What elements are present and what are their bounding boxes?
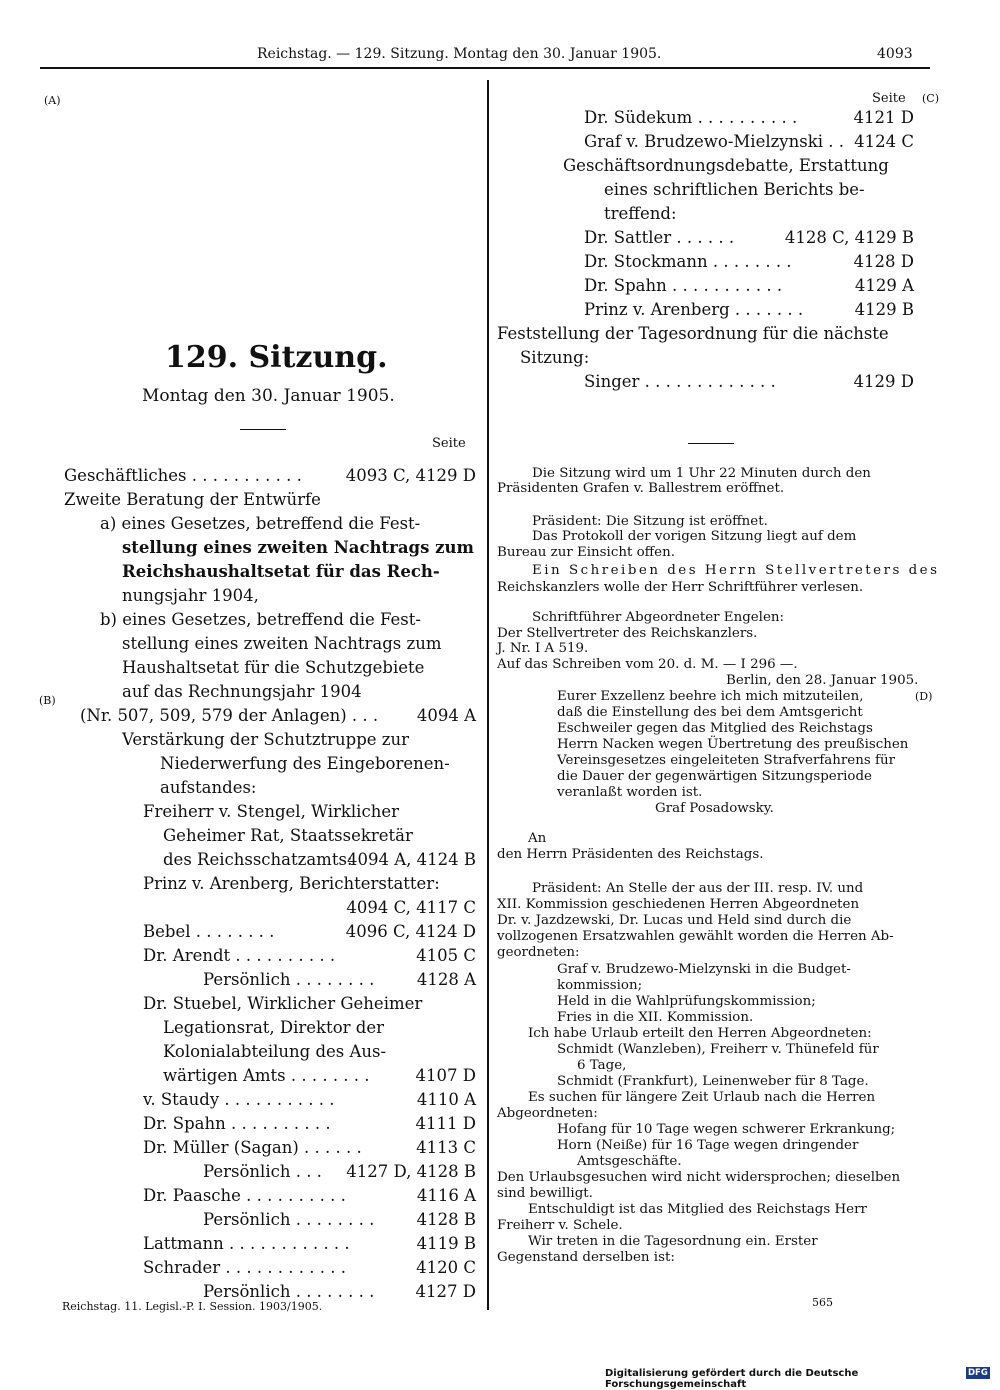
toc-left-entry: v. Staudy . . . . . . . . . . . [143, 1090, 335, 1109]
toc-left-page-ref: 4105 C [416, 946, 476, 965]
header-rule [40, 67, 930, 69]
minutes-line: Präsident: Die Sitzung ist eröffnet. [532, 514, 768, 529]
minutes-line: Schmidt (Frankfurt), Leinenweber für 8 Tage. [557, 1074, 869, 1089]
toc-right-entry: eines schriftlichen Berichts be- [604, 180, 865, 199]
minutes-line: Dr. v. Jazdzewski, Dr. Lucas und Held sind durch die [497, 913, 852, 928]
minutes-line: Eschweiler gegen das Mitglied des Reichstags [557, 721, 873, 736]
toc-right-page-ref: 4129 A [854, 276, 914, 295]
minutes-line: Entschuldigt ist das Mitglied des Reichstags Herr [528, 1202, 867, 1217]
toc-left-page-ref: 4119 B [416, 1234, 476, 1253]
minutes-line: kommission; [557, 978, 643, 993]
toc-left-entry: des Reichsschatzamts: [163, 850, 353, 869]
minutes-line: Schriftführer Abgeordneter Engelen: [532, 610, 785, 625]
toc-left-entry: Freiherr v. Stengel, Wirklicher [143, 802, 399, 821]
margin-marker-a: (A) [44, 94, 61, 107]
toc-right-entry: Dr. Sattler . . . . . . [584, 228, 735, 247]
toc-left-entry: Kolonialabteilung des Aus- [163, 1042, 387, 1061]
minutes-line: sind bewilligt. [497, 1186, 593, 1201]
toc-left-entry: aufstandes: [160, 778, 257, 797]
minutes-line: Das Protokoll der vorigen Sitzung liegt auf dem [532, 529, 857, 544]
margin-marker-c: (C) [922, 92, 939, 105]
minutes-line: Hofang für 10 Tage wegen schwerer Erkrankung; [557, 1122, 896, 1137]
toc-left-page-ref: 4094 A [416, 706, 476, 725]
dfg-logo: DFG [968, 1368, 988, 1378]
minutes-line: Amtsgeschäfte. [577, 1154, 682, 1169]
toc-left-entry: Geheimer Rat, Staatssekretär [163, 826, 413, 845]
toc-left-entry: Verstärkung der Schutztruppe zur [122, 730, 410, 749]
toc-right-entry: treffend: [604, 204, 677, 223]
toc-left-page-ref: 4113 C [416, 1138, 476, 1157]
toc-left-page-ref: 4107 D [415, 1066, 476, 1085]
toc-right-page-ref: 4129 B [854, 300, 914, 319]
minutes-line: veranlaßt worden ist. [557, 785, 703, 800]
minutes-line: Wir treten in die Tagesordnung ein. Erster [528, 1234, 818, 1249]
minutes-line: Präsidenten Grafen v. Ballestrem eröffnet. [497, 481, 785, 496]
minutes-line: die Dauer der gegenwärtigen Sitzungsperiode [557, 769, 872, 784]
toc-left-entry: Persönlich . . . . . . . . [203, 1210, 375, 1229]
toc-left-entry: Reichshaushaltsetat für das Rech- [122, 562, 440, 581]
toc-left-page-ref: 4096 C, 4124 D [345, 922, 476, 941]
toc-left-entry: Haushaltsetat für die Schutzgebiete [122, 658, 425, 677]
minutes-line: Herrn Nacken wegen Übertretung des preußischen [557, 737, 909, 752]
minutes-line: Eurer Exzellenz beehre ich mich mitzuteilen, [557, 689, 864, 704]
toc-left-page-ref: 4094 A, 4124 B [346, 850, 476, 869]
toc-left-entry: Dr. Müller (Sagan) . . . . . . [143, 1138, 362, 1157]
toc-left-entry: stellung eines zweiten Nachtrags zum [122, 538, 474, 557]
toc-right-page-ref: 4128 C, 4129 B [784, 228, 914, 247]
toc-left-entry: b) eines Gesetzes, betreffend die Fest- [100, 610, 421, 629]
minutes-line: Gegenstand derselben ist: [497, 1250, 675, 1265]
toc-left-page-ref: 4128 A [416, 970, 476, 989]
margin-marker-d: (D) [915, 690, 933, 703]
seite-label-right: Seite [872, 91, 906, 106]
footer-session-info: Reichstag. 11. Legisl.-P. I. Session. 1903/1905. [62, 1300, 323, 1313]
minutes-line: J. Nr. I A 519. [497, 641, 589, 656]
minutes-line: Abgeordneten: [497, 1106, 598, 1121]
minutes-line: Es suchen für längere Zeit Urlaub nach die Herren [528, 1090, 876, 1105]
minutes-line: Ein Schreiben des Herrn Stellvertreters des [532, 563, 940, 578]
minutes-line: Die Sitzung wird um 1 Uhr 22 Minuten durch den [532, 466, 871, 481]
toc-left-entry: Lattmann . . . . . . . . . . . . [143, 1234, 350, 1253]
toc-left-entry: Schrader . . . . . . . . . . . . [143, 1258, 346, 1277]
minutes-line: Den Urlaubsgesuchen wird nicht widersprochen; dieselben [497, 1170, 901, 1185]
minutes-line: Schmidt (Wanzleben), Freiherr v. Thünefeld für [557, 1042, 879, 1057]
minutes-line: Bureau zur Einsicht offen. [497, 545, 675, 560]
toc-left-entry: (Nr. 507, 509, 579 der Anlagen) . . . [80, 706, 379, 725]
minutes-line: Freiherr v. Schele. [497, 1218, 623, 1233]
column-divider [487, 80, 489, 1310]
toc-left-page-ref: 4116 A [416, 1186, 476, 1205]
toc-left-page-ref: 4127 D [415, 1282, 476, 1301]
toc-left-entry: Dr. Arendt . . . . . . . . . . [143, 946, 336, 965]
margin-marker-b: (B) [39, 694, 56, 707]
toc-right-entry: Dr. Südekum . . . . . . . . . . [584, 108, 798, 127]
toc-left-page-ref: 4094 C, 4117 C [346, 898, 476, 917]
minutes-line: Horn (Neiße) für 16 Tage wegen dringender [557, 1138, 859, 1153]
toc-left-entry: Zweite Beratung der Entwürfe [64, 490, 321, 509]
title-separator [240, 429, 286, 430]
toc-right-entry: Geschäftsordnungsdebatte, Erstattung [563, 156, 889, 175]
minutes-line: Der Stellvertreter des Reichskanzlers. [497, 626, 758, 641]
toc-right-entry: Feststellung der Tagesordnung für die nächste [497, 324, 889, 343]
toc-left-entry: Bebel . . . . . . . . [143, 922, 275, 941]
running-title: Reichstag. — 129. Sitzung. Montag den 30. Januar 1905. [257, 46, 662, 62]
toc-right-entry: Prinz v. Arenberg . . . . . . . [584, 300, 804, 319]
toc-left-entry: a) eines Gesetzes, betreffend die Fest- [100, 514, 421, 533]
minutes-line: Vereinsgesetzes eingeleiteten Strafverfahrens für [557, 753, 895, 768]
toc-right-page-ref: 4124 C [854, 132, 914, 151]
toc-left-page-ref: 4127 D, 4128 B [346, 1162, 476, 1181]
toc-left-entry: Niederwerfung des Eingeborenen- [160, 754, 450, 773]
toc-left-entry: Prinz v. Arenberg, Berichterstatter: [143, 874, 440, 893]
toc-left-page-ref: 4110 A [416, 1090, 476, 1109]
dfg-credit: Digitalisierung gefördert durch die Deutsche Forschungsgemeinschaft [605, 1368, 859, 1390]
toc-left-entry: Persönlich . . . . . . . . [203, 970, 375, 989]
toc-left-page-ref: 4111 D [415, 1114, 476, 1133]
minutes-separator [688, 443, 734, 444]
toc-right-entry: Singer . . . . . . . . . . . . . [584, 372, 776, 391]
toc-right-entry: Dr. Stockmann . . . . . . . . [584, 252, 792, 271]
toc-left-entry: Dr. Paasche . . . . . . . . . . [143, 1186, 346, 1205]
minutes-line: Ich habe Urlaub erteilt den Herren Abgeordneten: [528, 1026, 872, 1041]
toc-right-page-ref: 4128 D [853, 252, 914, 271]
toc-right-entry: Sitzung: [520, 348, 590, 367]
toc-left-entry: Persönlich . . . . . . . . [203, 1282, 375, 1301]
toc-left-page-ref: 4128 B [416, 1210, 476, 1229]
seite-label-left: Seite [432, 436, 466, 451]
session-heading: 129. Sitzung. [165, 340, 388, 375]
minutes-line: vollzogenen Ersatzwahlen gewählt worden die Herren Ab- [497, 929, 894, 944]
toc-left-entry: Persönlich . . . [203, 1162, 322, 1181]
minutes-line: den Herrn Präsidenten des Reichstags. [497, 847, 764, 862]
sheet-number: 565 [812, 1296, 833, 1309]
toc-left-entry: auf das Rechnungsjahr 1904 [122, 682, 362, 701]
minutes-line: Reichskanzlers wolle der Herr Schriftführer verlesen. [497, 580, 864, 595]
minutes-line: Held in die Wahlprüfungskommission; [557, 994, 816, 1009]
toc-left-entry: nungsjahr 1904, [122, 586, 259, 605]
minutes-line: XII. Kommission geschiedenen Herren Abgeordneten [497, 897, 860, 912]
toc-left-entry: stellung eines zweiten Nachtrags zum [122, 634, 442, 653]
toc-left-page-ref: 4093 C, 4129 D [345, 466, 476, 485]
toc-right-entry: Dr. Spahn . . . . . . . . . . . [584, 276, 783, 295]
minutes-line: Graf v. Brudzewo-Mielzynski in die Budget- [557, 962, 851, 977]
toc-right-entry: Graf v. Brudzewo-Mielzynski . . [584, 132, 844, 151]
minutes-line: 6 Tage, [577, 1058, 627, 1073]
toc-left-entry: wärtigen Amts . . . . . . . . [163, 1066, 370, 1085]
minutes-line: Auf das Schreiben vom 20. d. M. — I 296 —. [497, 657, 798, 672]
page-number: 4093 [877, 46, 913, 62]
minutes-line: geordneten: [497, 945, 580, 960]
toc-left-entry: Legationsrat, Direktor der [163, 1018, 384, 1037]
minutes-line: Graf Posadowsky. [655, 801, 774, 816]
minutes-line: Berlin, den 28. Januar 1905. [726, 673, 919, 688]
session-date: Montag den 30. Januar 1905. [142, 386, 395, 406]
toc-left-page-ref: 4120 C [416, 1258, 476, 1277]
minutes-line: Fries in die XII. Kommission. [557, 1010, 754, 1025]
minutes-line: daß die Einstellung des bei dem Amtsgericht [557, 705, 863, 720]
minutes-line: An [528, 831, 547, 846]
toc-left-entry: Dr. Stuebel, Wirklicher Geheimer [143, 994, 423, 1013]
toc-left-entry: Geschäftliches . . . . . . . . . . . [64, 466, 302, 485]
toc-right-page-ref: 4121 D [853, 108, 914, 127]
minutes-line: Präsident: An Stelle der aus der III. resp. IV. und [532, 881, 864, 896]
toc-right-page-ref: 4129 D [853, 372, 914, 391]
toc-left-entry: Dr. Spahn . . . . . . . . . . [143, 1114, 331, 1133]
